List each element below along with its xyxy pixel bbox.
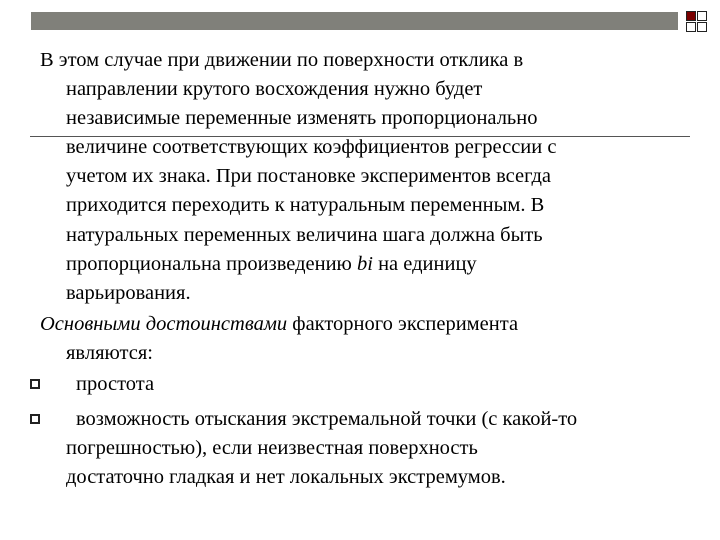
accent-square [697, 22, 707, 32]
list-item [30, 370, 700, 399]
paragraph-advantages [40, 310, 700, 368]
text-line: величине соответствующих коэффициентов регрессии с [66, 136, 557, 159]
square-bullet-icon [30, 379, 40, 389]
advantages-heading: Основными достоинствами [40, 312, 288, 335]
text-line: пропорциональна произведению [66, 252, 357, 275]
text-line: В этом случае при движении по поверхности отклика в [40, 49, 524, 71]
accent-square-red [686, 11, 696, 21]
text-line: независимые переменные изменять пропорционально [66, 107, 538, 130]
text-line: возможность отыскания экстремальной точки (с какой-то [76, 408, 578, 431]
bullet-text: простота [76, 373, 155, 396]
text-line: учетом их знака. При постановке экспериментов всегда [66, 165, 552, 188]
formula-bi: bi [357, 252, 373, 275]
square-bullet-icon [30, 414, 40, 424]
text-line: направлении крутого восхождения нужно будет [66, 78, 483, 101]
list-item [30, 405, 700, 492]
text-line: варьирования. [66, 281, 191, 304]
text-line: натуральных переменных величина шага должна быть [66, 223, 543, 246]
text-line: на единицу [372, 252, 477, 275]
accent-square [697, 11, 707, 21]
slide-body [40, 46, 700, 492]
accent-square [686, 22, 696, 32]
text-line: факторного эксперимента [287, 312, 519, 335]
text-line: являются: [66, 341, 153, 364]
paragraph-steepest-ascent [40, 46, 700, 308]
text-line: приходится переходить к натуральным переменным. В [66, 194, 545, 217]
header-bar [31, 12, 678, 30]
text-line: погрешностью), если неизвестная поверхность [66, 437, 478, 460]
text-line: достаточно гладкая и нет локальных экстремумов. [66, 466, 506, 489]
bullet-text [66, 405, 700, 492]
